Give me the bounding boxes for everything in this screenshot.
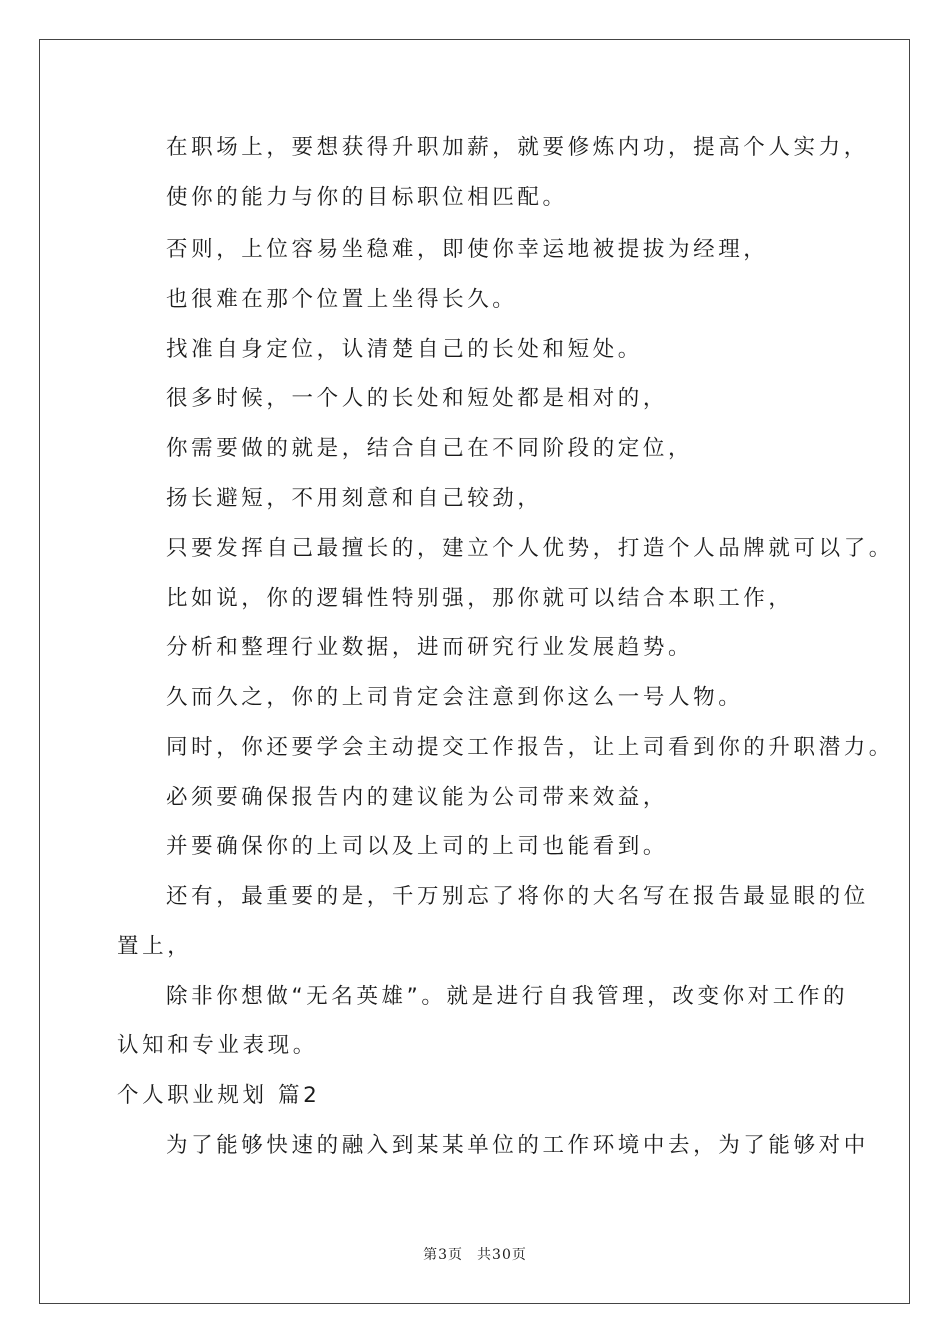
page-number: 第3页: [423, 1247, 464, 1263]
paragraph-line: 也很难在那个位置上坐得长久。: [166, 287, 518, 312]
total-pages: 共30页: [477, 1247, 527, 1263]
paragraph-line: 必须要确保报告内的建议能为公司带来效益，: [166, 785, 669, 810]
page-footer: [0, 1244, 950, 1264]
paragraph-line: 分析和整理行业数据，进而研究行业发展趋势。: [166, 635, 694, 660]
paragraph-line: 否则，上位容易坐稳难，即使你幸运地被提拔为经理，: [166, 237, 769, 262]
paragraph-line: 使你的能力与你的目标职位相匹配。: [166, 185, 568, 210]
page-border: [39, 39, 910, 1304]
paragraph-line: 比如说，你的逻辑性特别强，那你就可以结合本职工作，: [166, 586, 794, 611]
paragraph-line: 并要确保你的上司以及上司的上司也能看到。: [166, 834, 669, 859]
paragraph-line: 置上，: [117, 934, 193, 959]
paragraph-line: 还有，最重要的是，千万别忘了将你的大名写在报告最显眼的位: [166, 884, 869, 909]
paragraph-line: 你需要做的就是，结合自己在不同阶段的定位，: [166, 436, 694, 461]
paragraph-line: 认知和专业表现。: [117, 1033, 318, 1058]
paragraph-line: 久而久之，你的上司肯定会注意到你这么一号人物。: [166, 685, 744, 710]
paragraph-line: 在职场上，要想获得升职加薪，就要修炼内功，提高个人实力，: [166, 135, 869, 160]
section-heading: 个人职业规划 篇2: [117, 1083, 321, 1108]
paragraph-line: 很多时候，一个人的长处和短处都是相对的，: [166, 386, 669, 411]
paragraph-line: 同时，你还要学会主动提交工作报告，让上司看到你的升职潜力。: [166, 735, 894, 760]
paragraph-line: 为了能够快速的融入到某某单位的工作环境中去，为了能够对中: [166, 1133, 869, 1158]
paragraph-line: 除非你想做“无名英雄”。就是进行自我管理，改变你对工作的: [166, 984, 849, 1009]
paragraph-line: 扬长避短，不用刻意和自己较劲，: [166, 486, 543, 511]
paragraph-line: 找准自身定位，认清楚自己的长处和短处。: [166, 337, 643, 362]
paragraph-line: 只要发挥自己最擅长的，建立个人优势，打造个人品牌就可以了。: [166, 536, 894, 561]
